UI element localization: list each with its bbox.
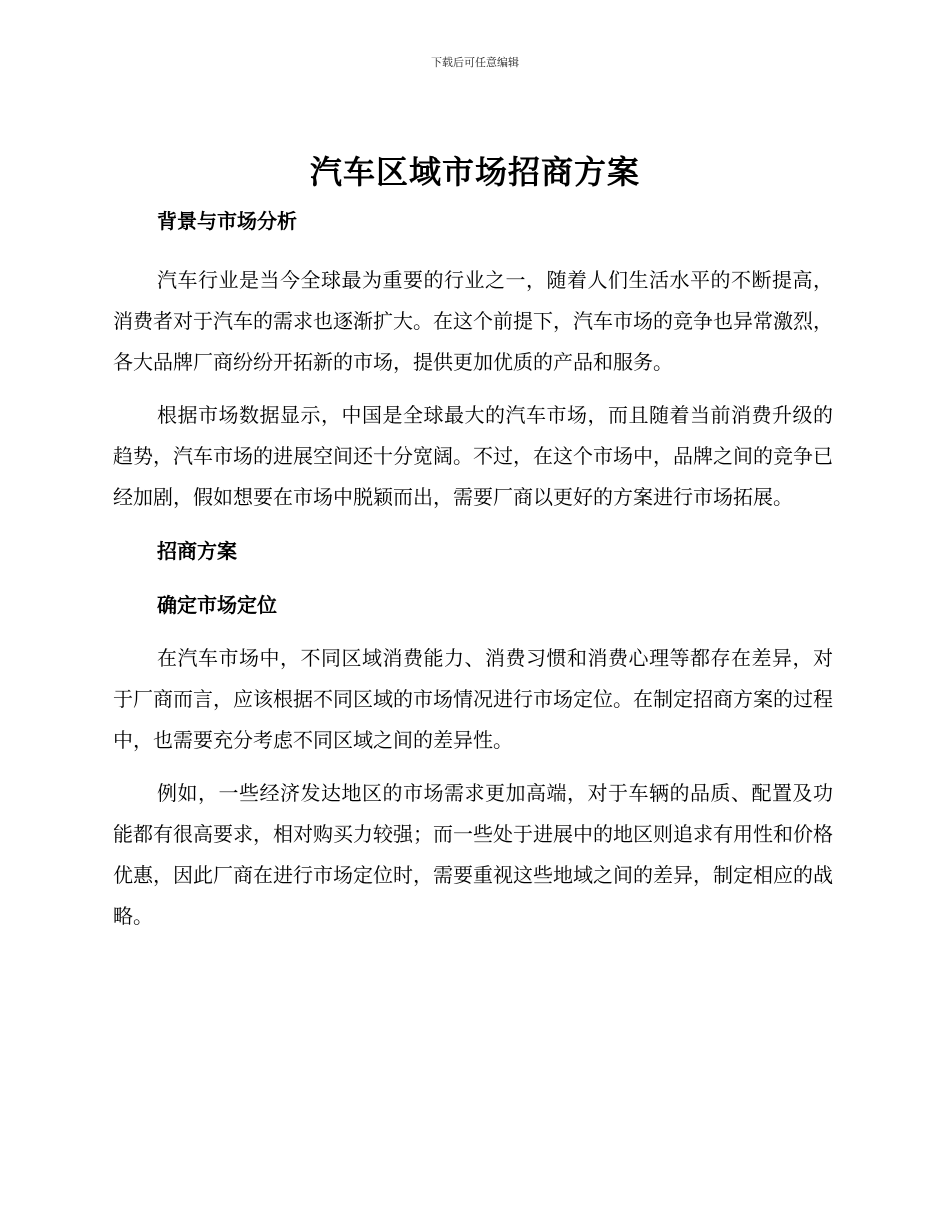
section-heading-background: 背景与市场分析 [157,209,297,233]
section-heading-positioning: 确定市场定位 [157,593,277,617]
page-header-note: 下载后可任意编辑 [431,56,519,69]
paragraph-positioning-1: 在汽车市场中，不同区域消费能力、消费习惯和消费心理等都存在差异，对于厂商而言，应该根据不同区域的市场情况进行市场定位。在制定招商方案的过程中，也需要充分考虑不同区域之间的差异性。 [113,646,833,752]
paragraph-positioning-2: 例如，一些经济发达地区的市场需求更加高端，对于车辆的品质、配置及功能都有很高要求，相对购买力较强；而一些处于进展中的地区则追求有用性和价格优惠，因此厂商在进行市场定位时，需要重视这些地域之间的差异，制定相应的战略。 [113,781,833,928]
section-heading-plan: 招商方案 [157,539,237,563]
document-body [113,200,833,937]
document-title: 汽车区域市场招商方案 [309,153,640,191]
paragraph-background-2: 根据市场数据显示，中国是全球最大的汽车市场，而且随着当前消费升级的趋势，汽车市场的进展空间还十分宽阔。不过，在这个市场中，品牌之间的竞争已经加剧，假如想要在市场中脱颖而出，需要厂商以更好的方案进行市场拓展。 [113,403,833,509]
paragraph-background-1: 汽车行业是当今全球最为重要的行业之一，随着人们生活水平的不断提高，消费者对于汽车的需求也逐渐扩大。在这个前提下，汽车市场的竞争也异常激烈，各大品牌厂商纷纷开拓新的市场，提供更加优质的产品和服务。 [113,268,833,374]
